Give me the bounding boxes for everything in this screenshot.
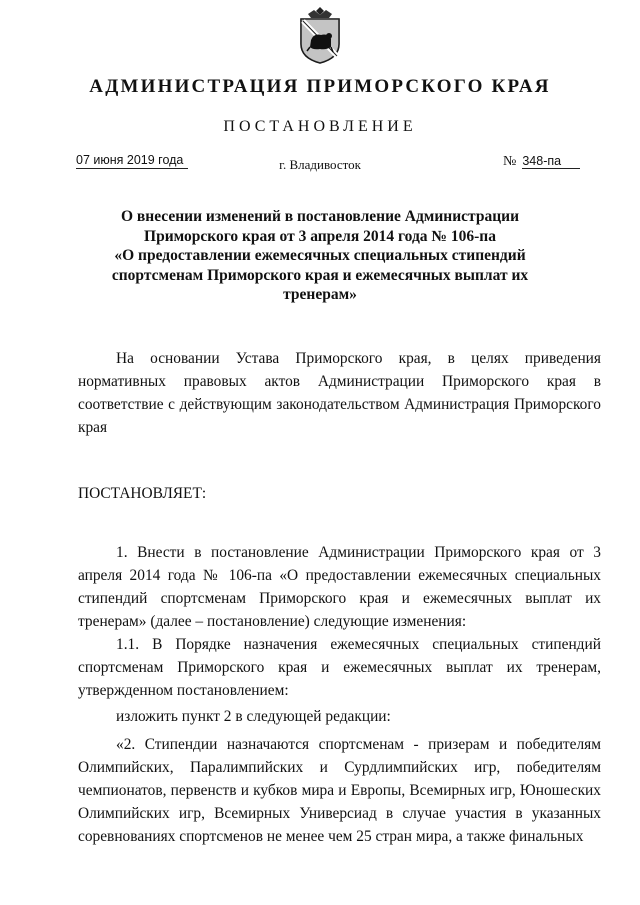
heading-line: спортсменам Приморского края и ежемесячных выплат их — [111, 266, 529, 284]
document-type: ПОСТАНОВЛЕНИЕ — [223, 118, 417, 135]
heading-line: «О предоставлении ежемесячных специальных стипендий — [114, 247, 526, 264]
heading-line: Приморского края от 3 апреля 2014 года № 106-па — [144, 227, 496, 245]
document-date: 07 июня 2019 года — [76, 153, 188, 169]
heading-line: О внесении изменений в постановление Администрации — [120, 208, 519, 225]
instruction-paragraph: изложить пункт 2 в следующей редакции: — [116, 708, 391, 725]
org-title: АДМИНИСТРАЦИЯ ПРИМОРСКОГО КРАЯ — [89, 76, 551, 97]
document-number-field — [503, 154, 580, 170]
decree-word: ПОСТАНОВЛЯЕТ: — [78, 485, 207, 502]
number-sign: № — [503, 154, 517, 169]
item-1-1-paragraph: 1.1. В Порядке назначения ежемесячных специальных стипендий спортсменам Приморского края и ежемесячных выплат их тренерам, утвержденном постановлением: — [78, 636, 601, 699]
quoted-item-2-paragraph: «2. Стипендии назначаются спортсменам - призерам и победителям Олимпийских, Паралимпийских и Сурдлимпийских игр, победителям чемпионатов, первенств и кубков мира и Европы, Всемирных игр, Юношеских Олимпийских игр, Всемирных Универсиад в случае участия в указанных соревнованиях спортсменов не менее чем 25 стран мира, а также финальных — [78, 736, 601, 845]
heading-line: тренерам» — [283, 286, 357, 303]
document-heading — [100, 207, 540, 305]
document-number: 348-па — [522, 154, 580, 169]
preamble-paragraph: На основании Устава Приморского края, в целях приведения нормативных правовых актов Администрации Приморского края в соответствие с действующим законодательством Администрация Приморского края — [78, 350, 601, 436]
item-1-paragraph: 1. Внести в постановление Администрации Приморского края от 3 апреля 2014 года № 106-па «О предоставлении ежемесячных специальных стипендий спортсменам Приморского края и ежемесячных выплат их тренерам» (далее – постановление) следующие изменения: — [78, 544, 601, 630]
coat-of-arms-icon — [298, 6, 342, 64]
document-city: г. Владивосток — [279, 157, 361, 172]
